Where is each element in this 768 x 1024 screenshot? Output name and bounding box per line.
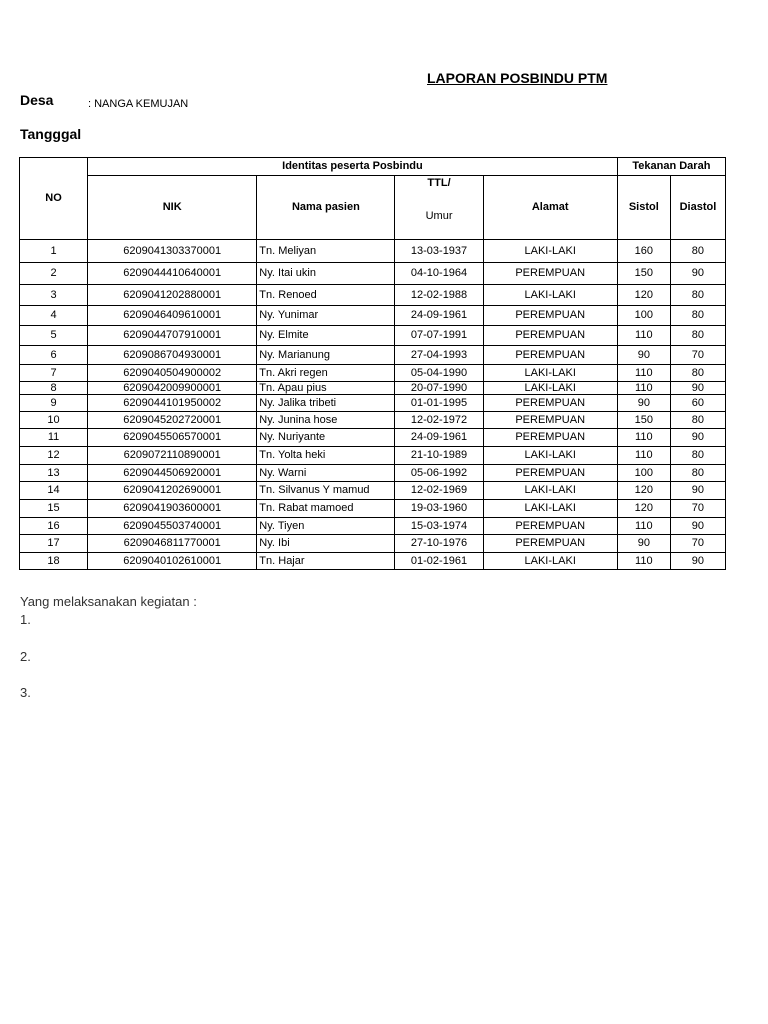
cell-ttl: 21-10-1989	[395, 447, 483, 465]
cell-nik: 6209046811770001	[88, 535, 257, 553]
cell-nama: Ny. Yunimar	[257, 306, 395, 326]
cell-sistol: 100	[617, 465, 670, 482]
table-row	[20, 447, 726, 465]
cell-alamat: PEREMPUAN	[483, 518, 617, 535]
cell-diastol: 80	[670, 412, 725, 429]
cell-sistol: 90	[617, 535, 670, 553]
header-diastol: Diastol	[670, 176, 725, 240]
cell-nik: 6209045506570001	[88, 429, 257, 447]
header-nik: NIK	[88, 176, 257, 240]
table-row	[20, 326, 726, 346]
desa-value: : NANGA KEMUJAN	[88, 98, 189, 110]
cell-diastol: 70	[670, 535, 725, 553]
cell-ttl: 24-09-1961	[395, 429, 483, 447]
cell-nik: 6209042009900001	[88, 382, 257, 395]
cell-alamat: LAKI-LAKI	[483, 382, 617, 395]
table-row	[20, 395, 726, 412]
cell-diastol: 60	[670, 395, 725, 412]
cell-diastol: 80	[670, 306, 725, 326]
cell-ttl: 01-01-1995	[395, 395, 483, 412]
executor-item-1: 1.	[20, 612, 31, 627]
cell-no: 9	[20, 395, 88, 412]
cell-ttl: 05-06-1992	[395, 465, 483, 482]
table-row	[20, 240, 726, 263]
cell-nik: 6209044707910001	[88, 326, 257, 346]
table-row	[20, 535, 726, 553]
cell-nama: Ny. Elmite	[257, 326, 395, 346]
cell-diastol: 80	[670, 447, 725, 465]
cell-ttl: 19-03-1960	[395, 500, 483, 518]
tanggal-label: Tangggal	[20, 126, 82, 142]
cell-nik: 6209044101950002	[88, 395, 257, 412]
cell-sistol: 100	[617, 306, 670, 326]
cell-ttl: 27-10-1976	[395, 535, 483, 553]
cell-diastol: 90	[670, 263, 725, 285]
table-row	[20, 306, 726, 326]
cell-nama: Tn. Hajar	[257, 553, 395, 570]
report-title: LAPORAN POSBINDU PTM	[427, 70, 608, 86]
table-row	[20, 285, 726, 306]
header-tekanan-darah: Tekanan Darah	[617, 158, 725, 176]
cell-no: 8	[20, 382, 88, 395]
cell-nama: Ny. Jalika tribeti	[257, 395, 395, 412]
cell-nama: Tn. Renoed	[257, 285, 395, 306]
header-alamat: Alamat	[483, 176, 617, 240]
cell-no: 7	[20, 365, 88, 382]
cell-no: 6	[20, 346, 88, 365]
cell-nama: Ny. Tiyen	[257, 518, 395, 535]
table-row	[20, 500, 726, 518]
header-nama: Nama pasien	[257, 176, 395, 240]
cell-alamat: PEREMPUAN	[483, 306, 617, 326]
cell-diastol: 90	[670, 482, 725, 500]
cell-ttl: 13-03-1937	[395, 240, 483, 263]
cell-alamat: LAKI-LAKI	[483, 447, 617, 465]
cell-nik: 6209041202690001	[88, 482, 257, 500]
cell-no: 14	[20, 482, 88, 500]
cell-ttl: 27-04-1993	[395, 346, 483, 365]
table-row	[20, 346, 726, 365]
cell-sistol: 120	[617, 482, 670, 500]
cell-nik: 6209040102610001	[88, 553, 257, 570]
cell-sistol: 90	[617, 346, 670, 365]
cell-nik: 6209040504900002	[88, 365, 257, 382]
cell-nik: 6209041303370001	[88, 240, 257, 263]
cell-alamat: LAKI-LAKI	[483, 365, 617, 382]
cell-diastol: 80	[670, 240, 725, 263]
cell-diastol: 90	[670, 429, 725, 447]
cell-no: 3	[20, 285, 88, 306]
cell-sistol: 90	[617, 395, 670, 412]
cell-no: 10	[20, 412, 88, 429]
cell-no: 11	[20, 429, 88, 447]
cell-ttl: 04-10-1964	[395, 263, 483, 285]
cell-nik: 6209086704930001	[88, 346, 257, 365]
executor-label: Yang melaksanakan kegiatan :	[20, 594, 197, 609]
header-identitas: Identitas peserta Posbindu	[88, 158, 618, 176]
cell-ttl: 01-02-1961	[395, 553, 483, 570]
cell-no: 5	[20, 326, 88, 346]
cell-nama: Ny. Itai ukin	[257, 263, 395, 285]
table-row	[20, 365, 726, 382]
cell-diastol: 80	[670, 285, 725, 306]
cell-alamat: LAKI-LAKI	[483, 285, 617, 306]
cell-no: 13	[20, 465, 88, 482]
cell-ttl: 12-02-1972	[395, 412, 483, 429]
cell-ttl: 24-09-1961	[395, 306, 483, 326]
cell-no: 15	[20, 500, 88, 518]
table-row	[20, 518, 726, 535]
cell-alamat: PEREMPUAN	[483, 429, 617, 447]
cell-nik: 6209045503740001	[88, 518, 257, 535]
cell-sistol: 110	[617, 518, 670, 535]
cell-alamat: PEREMPUAN	[483, 326, 617, 346]
cell-sistol: 120	[617, 500, 670, 518]
cell-nama: Ny. Marianung	[257, 346, 395, 365]
cell-no: 4	[20, 306, 88, 326]
table-row	[20, 429, 726, 447]
cell-nama: Tn. Apau pius	[257, 382, 395, 395]
cell-nama: Ny. Warni	[257, 465, 395, 482]
cell-alamat: PEREMPUAN	[483, 535, 617, 553]
executor-item-2: 2.	[20, 649, 31, 664]
cell-sistol: 150	[617, 263, 670, 285]
cell-no: 1	[20, 240, 88, 263]
cell-alamat: LAKI-LAKI	[483, 240, 617, 263]
table-row	[20, 412, 726, 429]
cell-ttl: 15-03-1974	[395, 518, 483, 535]
cell-nik: 6209046409610001	[88, 306, 257, 326]
cell-no: 16	[20, 518, 88, 535]
cell-ttl: 07-07-1991	[395, 326, 483, 346]
cell-sistol: 110	[617, 326, 670, 346]
cell-nama: Tn. Yolta heki	[257, 447, 395, 465]
participant-table	[19, 157, 726, 570]
cell-diastol: 90	[670, 553, 725, 570]
cell-nik: 6209041903600001	[88, 500, 257, 518]
cell-nik: 6209072110890001	[88, 447, 257, 465]
cell-alamat: PEREMPUAN	[483, 346, 617, 365]
cell-nama: Ny. Nuriyante	[257, 429, 395, 447]
table-row	[20, 263, 726, 285]
cell-alamat: LAKI-LAKI	[483, 553, 617, 570]
cell-alamat: LAKI-LAKI	[483, 482, 617, 500]
cell-diastol: 70	[670, 346, 725, 365]
cell-no: 2	[20, 263, 88, 285]
cell-nama: Tn. Silvanus Y mamud	[257, 482, 395, 500]
cell-nik: 6209041202880001	[88, 285, 257, 306]
table-row	[20, 382, 726, 395]
header-sistol: Sistol	[617, 176, 670, 240]
cell-sistol: 120	[617, 285, 670, 306]
cell-sistol: 110	[617, 382, 670, 395]
cell-alamat: PEREMPUAN	[483, 465, 617, 482]
cell-nik: 6209045202720001	[88, 412, 257, 429]
cell-alamat: LAKI-LAKI	[483, 500, 617, 518]
cell-diastol: 80	[670, 365, 725, 382]
cell-nama: Tn. Akri regen	[257, 365, 395, 382]
cell-sistol: 110	[617, 553, 670, 570]
cell-diastol: 80	[670, 465, 725, 482]
cell-sistol: 110	[617, 447, 670, 465]
cell-diastol: 90	[670, 518, 725, 535]
cell-sistol: 160	[617, 240, 670, 263]
table-body	[20, 240, 726, 570]
table-row	[20, 553, 726, 570]
cell-alamat: PEREMPUAN	[483, 412, 617, 429]
cell-nik: 6209044506920001	[88, 465, 257, 482]
cell-alamat: PEREMPUAN	[483, 395, 617, 412]
cell-sistol: 150	[617, 412, 670, 429]
executor-item-3: 3.	[20, 685, 31, 700]
cell-sistol: 110	[617, 429, 670, 447]
cell-diastol: 70	[670, 500, 725, 518]
header-no: NO	[20, 158, 88, 240]
cell-diastol: 90	[670, 382, 725, 395]
cell-diastol: 80	[670, 326, 725, 346]
header-ttl	[395, 176, 483, 240]
header-ttl-bottom: Umur	[425, 210, 453, 222]
cell-no: 18	[20, 553, 88, 570]
cell-ttl: 05-04-1990	[395, 365, 483, 382]
cell-nama: Ny. Junina hose	[257, 412, 395, 429]
table-row	[20, 482, 726, 500]
cell-nama: Ny. Ibi	[257, 535, 395, 553]
cell-ttl: 12-02-1969	[395, 482, 483, 500]
cell-nama: Tn. Rabat mamoed	[257, 500, 395, 518]
desa-label: Desa	[20, 92, 54, 108]
cell-ttl: 12-02-1988	[395, 285, 483, 306]
cell-alamat: PEREMPUAN	[483, 263, 617, 285]
cell-no: 12	[20, 447, 88, 465]
cell-no: 17	[20, 535, 88, 553]
table-row	[20, 465, 726, 482]
cell-nik: 6209044410640001	[88, 263, 257, 285]
cell-sistol: 110	[617, 365, 670, 382]
cell-ttl: 20-07-1990	[395, 382, 483, 395]
header-ttl-top: TTL/	[427, 177, 451, 189]
cell-nama: Tn. Meliyan	[257, 240, 395, 263]
